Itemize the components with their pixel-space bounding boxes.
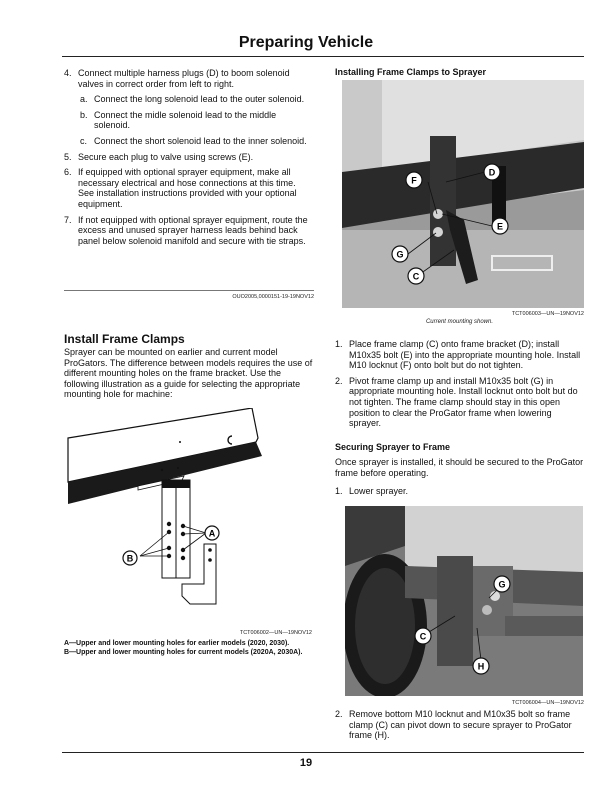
mounting-holes-diagram xyxy=(66,408,312,630)
secured-sprayer-photo xyxy=(345,506,583,696)
list-item: 5. Secure each plug to valve using screws (E). xyxy=(64,151,254,162)
page-title: Preparing Vehicle xyxy=(238,34,374,51)
section-heading: Install Frame Clamps xyxy=(64,332,185,346)
section-body: Once sprayer is installed, it should be secured to the ProGator frame before operating. xyxy=(335,457,584,478)
installing-steps xyxy=(335,339,585,434)
legend-item-a: A—Upper and lower mounting holes for earlier models (2020, 2030). xyxy=(64,640,290,647)
title-rule xyxy=(62,56,584,57)
callout-b: B xyxy=(126,553,134,564)
list-item: 1. Place frame clamp (C) onto frame bracket (D); install M10x35 bolt (E) into the appropriate mounting hole. Install M10 locknut (F) onto bolt but do not tighten. xyxy=(335,339,581,371)
footer-rule xyxy=(62,752,584,753)
callout-c: C xyxy=(419,631,427,642)
callout-e: E xyxy=(496,221,504,232)
list-item: 2. Pivot frame clamp up and install M10x35 bolt (G) in appropriate mounting hole. Install locknut onto bolt but do not tighten. The frame clamp should stay in this open position to clear the ProGator frame when lowering sprayer. xyxy=(335,375,578,429)
section-divider xyxy=(64,290,314,291)
list-item: b. Connect the midle solenoid lead to the middle solenoid. xyxy=(80,109,277,131)
legend-item-b: B—Upper and lower mounting holes for current models (2020A, 2030A). xyxy=(64,648,303,656)
frame-clamp-photo xyxy=(342,80,584,308)
section-heading: Installing Frame Clamps to Sprayer xyxy=(335,67,487,77)
list-item: a. Connect the long solenoid lead to the outer solenoid. xyxy=(80,94,305,105)
callout-c: C xyxy=(412,271,420,282)
list-item: c. Connect the short solenoid lead to the inner solenoid. xyxy=(80,135,307,146)
list-item: 4. Connect multiple harness plugs (D) to boom solenoid valves in correct order from left to right. xyxy=(64,68,290,89)
figure-legend xyxy=(64,640,314,657)
list-item: 6. If equipped with optional sprayer equipment, make all necessary electrical and hose connections at this time. See installation instructions provided with your optional equipment. xyxy=(64,167,297,209)
left-steps xyxy=(64,68,314,251)
section-body: Sprayer can be mounted on earlier and current model ProGators. The difference between models requires the use of different mounting holes on the frame bracket. Use the following illustration as a guide for selecting the appropriate mounting hole for machine: xyxy=(64,347,313,400)
doc-reference: OUO2005,0000151-19-19NOV12 xyxy=(232,294,314,300)
callout-g: G xyxy=(396,249,404,260)
figure-id: TCT006003—UN—19NOV12 xyxy=(511,311,584,317)
figure-id: TCT006002—UN—19NOV12 xyxy=(239,630,312,636)
callout-g: G xyxy=(498,579,506,590)
list-item: 2. Remove bottom M10 locknut and M10x35 bolt so frame clamp (C) can pivot down to secure sprayer to ProGator frame (H). xyxy=(335,709,572,741)
callout-d: D xyxy=(488,167,496,178)
list-item: 1. Lower sprayer. xyxy=(335,486,409,496)
page-number: 19 xyxy=(299,757,313,769)
callout-f: F xyxy=(411,175,417,186)
callout-a: A xyxy=(208,528,216,539)
figure-id: TCT006004—UN—19NOV12 xyxy=(511,700,584,706)
callout-h: H xyxy=(477,661,485,672)
section-heading: Securing Sprayer to Frame xyxy=(335,442,451,452)
list-item: 7. If not equipped with optional sprayer equipment, route the excess and unused sprayer harness leads behind back panel below solenoid manifold and secure with tie straps. xyxy=(64,214,308,246)
figure-caption: Current mounting shown. xyxy=(425,319,494,325)
